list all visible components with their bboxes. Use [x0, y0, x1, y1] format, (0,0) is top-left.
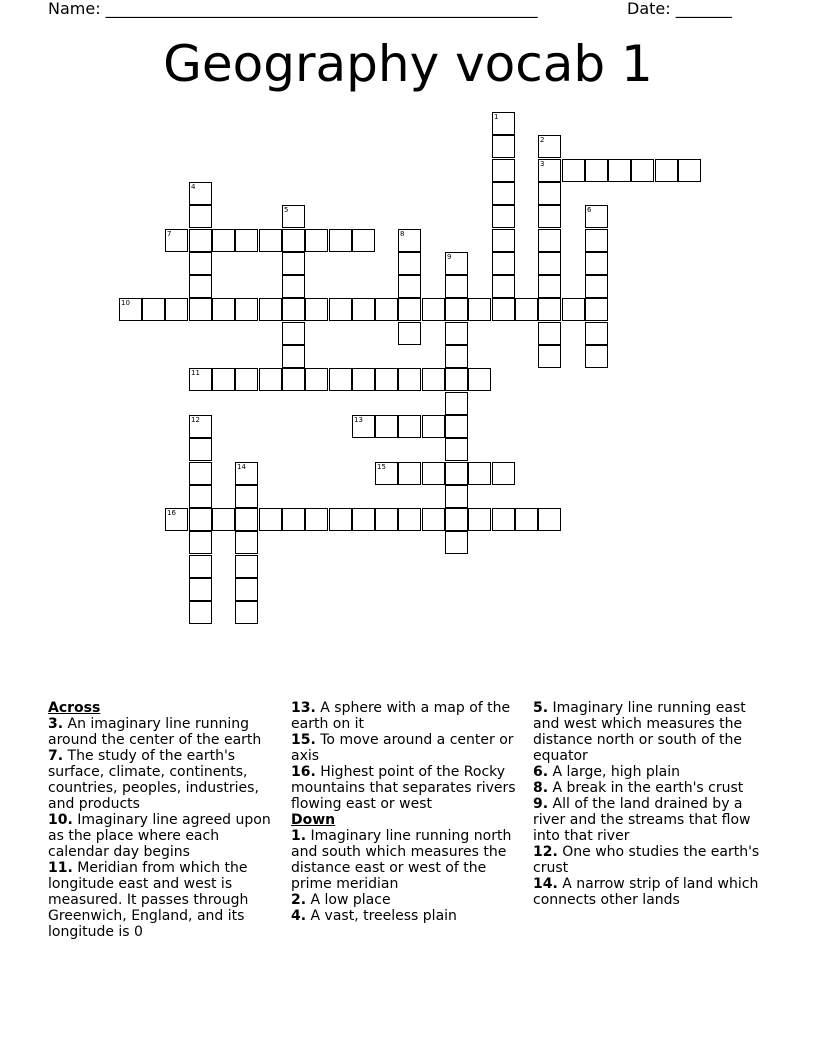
- grid-cell[interactable]: [282, 508, 305, 531]
- clue-text: A break in the earth's crust: [548, 780, 744, 796]
- clue-text: To move around a center or axis: [291, 732, 514, 764]
- clue-number-label: 3.: [48, 716, 64, 732]
- grid-cell[interactable]: [515, 508, 538, 531]
- grid-cell[interactable]: [259, 508, 282, 531]
- page-title: Geography vocab 1: [163, 35, 653, 93]
- grid-cell[interactable]: [259, 368, 282, 391]
- clue-text: One who studies the earth's crust: [533, 844, 760, 876]
- grid-cell[interactable]: [492, 229, 515, 252]
- clue-number: 7: [167, 230, 172, 238]
- grid-cell[interactable]: [375, 368, 398, 391]
- grid-cell[interactable]: [492, 462, 515, 485]
- grid-cell[interactable]: [538, 229, 561, 252]
- clue-number-label: 12.: [533, 844, 558, 860]
- grid-cell[interactable]: [165, 508, 188, 531]
- clue-number: 3: [540, 160, 545, 168]
- grid-cell[interactable]: [538, 508, 561, 531]
- clue-number: 16: [167, 509, 176, 517]
- grid-cell[interactable]: [562, 298, 585, 321]
- clue-number: 2: [540, 136, 545, 144]
- grid-cell[interactable]: [235, 229, 258, 252]
- grid-cell[interactable]: [538, 182, 561, 205]
- grid-cell[interactable]: [189, 531, 212, 554]
- grid-cell[interactable]: [282, 368, 305, 391]
- clue-section-heading: Down: [291, 812, 336, 828]
- grid-cell[interactable]: [515, 298, 538, 321]
- clue-number: 14: [237, 463, 246, 471]
- grid-cell[interactable]: [538, 275, 561, 298]
- clue-number: 10: [121, 299, 130, 307]
- clue-number-label: 13.: [291, 700, 316, 716]
- grid-cell[interactable]: [468, 298, 491, 321]
- clue-number-label: 15.: [291, 732, 316, 748]
- clue-item: [291, 700, 527, 732]
- grid-cell[interactable]: [329, 229, 352, 252]
- grid-cell[interactable]: [189, 555, 212, 578]
- grid-cell[interactable]: [398, 252, 421, 275]
- grid-cell[interactable]: [678, 159, 701, 182]
- clue-text: Highest point of the Rocky mountains that separates rivers flowing east or west: [291, 764, 516, 812]
- grid-cell[interactable]: [538, 298, 561, 321]
- clue-text: An imaginary line running around the center of the earth: [48, 716, 262, 748]
- grid-cell[interactable]: [329, 508, 352, 531]
- clue-item: [291, 908, 527, 924]
- grid-cell[interactable]: [492, 298, 515, 321]
- clue-text: Imaginary line running north and south which measures the distance east or west of the prime meridian: [291, 828, 512, 892]
- clue-number: 11: [191, 369, 200, 377]
- clue-number-label: 7.: [48, 748, 64, 764]
- grid-cell[interactable]: [189, 601, 212, 624]
- clue-number-label: 6.: [533, 764, 549, 780]
- grid-cell[interactable]: [538, 135, 561, 158]
- clue-number-label: 4.: [291, 908, 307, 924]
- grid-cell[interactable]: [189, 508, 212, 531]
- grid-cell[interactable]: [422, 415, 445, 438]
- grid-cell[interactable]: [189, 578, 212, 601]
- clue-number-label: 8.: [533, 780, 549, 796]
- grid-cell[interactable]: [445, 415, 468, 438]
- grid-cell[interactable]: [352, 298, 375, 321]
- clue-item: [291, 892, 527, 908]
- grid-cell[interactable]: [445, 485, 468, 508]
- grid-cell[interactable]: [142, 298, 165, 321]
- grid-cell[interactable]: [305, 229, 328, 252]
- grid-cell[interactable]: [212, 229, 235, 252]
- grid-cell[interactable]: [398, 298, 421, 321]
- grid-cell[interactable]: [538, 345, 561, 368]
- grid-cell[interactable]: [329, 368, 352, 391]
- grid-cell[interactable]: [398, 322, 421, 345]
- grid-cell[interactable]: [585, 275, 608, 298]
- clue-section-heading: Across: [48, 700, 101, 716]
- date-field-label[interactable]: Date: _______: [627, 0, 732, 18]
- clue-number-label: 14.: [533, 876, 558, 892]
- grid-cell[interactable]: [305, 298, 328, 321]
- grid-cell[interactable]: [235, 601, 258, 624]
- grid-cell[interactable]: [259, 229, 282, 252]
- clue-item: [533, 780, 769, 796]
- clue-number-label: 2.: [291, 892, 307, 908]
- clue-item: [533, 844, 769, 876]
- grid-cell[interactable]: [282, 275, 305, 298]
- clue-number: 9: [447, 253, 452, 261]
- grid-cell[interactable]: [585, 322, 608, 345]
- grid-cell[interactable]: [468, 462, 491, 485]
- grid-cell[interactable]: [631, 159, 654, 182]
- clue-item: [533, 764, 769, 780]
- grid-cell[interactable]: [445, 392, 468, 415]
- clue-number: 4: [191, 183, 196, 191]
- grid-cell[interactable]: [282, 205, 305, 228]
- grid-cell[interactable]: [492, 135, 515, 158]
- grid-cell[interactable]: [189, 182, 212, 205]
- grid-cell[interactable]: [655, 159, 678, 182]
- grid-cell[interactable]: [352, 368, 375, 391]
- grid-cell[interactable]: [282, 252, 305, 275]
- grid-cell[interactable]: [468, 368, 491, 391]
- clue-text: Imaginary line agreed upon as the place where each calendar day begins: [48, 812, 271, 860]
- grid-cell[interactable]: [212, 368, 235, 391]
- grid-cell[interactable]: [398, 275, 421, 298]
- grid-cell[interactable]: [398, 368, 421, 391]
- grid-cell[interactable]: [445, 298, 468, 321]
- clue-text: A large, high plain: [548, 764, 681, 780]
- grid-cell[interactable]: [212, 298, 235, 321]
- grid-cell[interactable]: [119, 298, 142, 321]
- grid-cell[interactable]: [259, 298, 282, 321]
- grid-cell[interactable]: [585, 205, 608, 228]
- clues-column-2: [291, 700, 527, 924]
- grid-cell[interactable]: [305, 508, 328, 531]
- grid-cell[interactable]: [585, 298, 608, 321]
- clue-item: [291, 764, 527, 812]
- grid-cell[interactable]: [445, 531, 468, 554]
- grid-cell[interactable]: [189, 462, 212, 485]
- grid-cell[interactable]: [398, 415, 421, 438]
- clue-number-label: 11.: [48, 860, 73, 876]
- grid-cell[interactable]: [398, 462, 421, 485]
- grid-cell[interactable]: [585, 229, 608, 252]
- grid-cell[interactable]: [445, 438, 468, 461]
- grid-cell[interactable]: [235, 578, 258, 601]
- grid-cell[interactable]: [422, 508, 445, 531]
- clue-text: A narrow strip of land which connects other lands: [533, 876, 759, 908]
- grid-cell[interactable]: [235, 508, 258, 531]
- grid-cell[interactable]: [282, 322, 305, 345]
- grid-cell[interactable]: [492, 508, 515, 531]
- grid-cell[interactable]: [585, 345, 608, 368]
- grid-cell[interactable]: [492, 205, 515, 228]
- grid-cell[interactable]: [492, 252, 515, 275]
- grid-cell[interactable]: [189, 298, 212, 321]
- clue-text: Meridian from which the longitude east and west is measured. It passes through Greenwich, England, and its longitude is 0: [48, 860, 249, 940]
- clue-number: 1: [494, 113, 499, 121]
- clue-number-label: 10.: [48, 812, 73, 828]
- grid-cell[interactable]: [235, 555, 258, 578]
- grid-cell[interactable]: [422, 298, 445, 321]
- grid-cell[interactable]: [538, 205, 561, 228]
- clue-text: A sphere with a map of the earth on it: [291, 700, 511, 732]
- clue-item: [533, 796, 769, 844]
- grid-cell[interactable]: [492, 182, 515, 205]
- clue-number: 8: [400, 230, 405, 238]
- grid-cell[interactable]: [375, 415, 398, 438]
- grid-cell[interactable]: [189, 205, 212, 228]
- grid-cell[interactable]: [375, 508, 398, 531]
- clue-text: A low place: [306, 892, 391, 908]
- clue-number-label: 1.: [291, 828, 307, 844]
- grid-cell[interactable]: [235, 462, 258, 485]
- grid-cell[interactable]: [538, 252, 561, 275]
- grid-cell[interactable]: [212, 508, 235, 531]
- grid-cell[interactable]: [492, 112, 515, 135]
- grid-cell[interactable]: [538, 159, 561, 182]
- grid-cell[interactable]: [189, 438, 212, 461]
- clue-number: 13: [354, 416, 363, 424]
- clue-item: [291, 828, 527, 892]
- grid-cell[interactable]: [189, 229, 212, 252]
- clue-item: [291, 732, 527, 764]
- clue-text: All of the land drained by a river and the streams that flow into that river: [533, 796, 751, 844]
- grid-cell[interactable]: [235, 485, 258, 508]
- grid-cell[interactable]: [585, 252, 608, 275]
- grid-cell[interactable]: [235, 298, 258, 321]
- clues-column-1: [48, 700, 284, 940]
- grid-cell[interactable]: [445, 252, 468, 275]
- grid-cell[interactable]: [562, 159, 585, 182]
- grid-cell[interactable]: [282, 345, 305, 368]
- grid-cell[interactable]: [445, 322, 468, 345]
- grid-cell[interactable]: [165, 298, 188, 321]
- grid-cell[interactable]: [235, 531, 258, 554]
- grid-cell[interactable]: [375, 298, 398, 321]
- grid-cell[interactable]: [398, 508, 421, 531]
- grid-cell[interactable]: [585, 159, 608, 182]
- clue-number: 12: [191, 416, 200, 424]
- clue-item: [533, 876, 769, 908]
- name-field-label[interactable]: Name: ______________________________________________________: [48, 0, 538, 18]
- clue-text: A vast, treeless plain: [306, 908, 457, 924]
- grid-cell[interactable]: [352, 229, 375, 252]
- grid-cell[interactable]: [352, 508, 375, 531]
- clue-item: [48, 812, 284, 860]
- clue-item: [48, 860, 284, 940]
- grid-cell[interactable]: [282, 229, 305, 252]
- grid-cell[interactable]: [398, 229, 421, 252]
- grid-cell[interactable]: [608, 159, 631, 182]
- grid-cell[interactable]: [422, 368, 445, 391]
- clue-number: 6: [587, 206, 592, 214]
- grid-cell[interactable]: [235, 368, 258, 391]
- clue-number: 15: [377, 463, 386, 471]
- grid-cell[interactable]: [445, 462, 468, 485]
- grid-cell[interactable]: [189, 252, 212, 275]
- clue-item: [533, 700, 769, 764]
- grid-cell[interactable]: [189, 415, 212, 438]
- grid-cell[interactable]: [422, 462, 445, 485]
- clue-text: Imaginary line running east and west which measures the distance north or south of the equator: [533, 700, 746, 764]
- grid-cell[interactable]: [352, 415, 375, 438]
- clues-column-3: [533, 700, 769, 908]
- grid-cell[interactable]: [445, 368, 468, 391]
- grid-cell[interactable]: [282, 298, 305, 321]
- grid-cell[interactable]: [189, 485, 212, 508]
- grid-cell[interactable]: [445, 345, 468, 368]
- grid-cell[interactable]: [189, 275, 212, 298]
- clue-item: [48, 716, 284, 748]
- grid-cell[interactable]: [329, 298, 352, 321]
- grid-cell[interactable]: [165, 229, 188, 252]
- grid-cell[interactable]: [492, 275, 515, 298]
- clue-item: [48, 748, 284, 812]
- grid-cell[interactable]: [468, 508, 491, 531]
- clue-text: The study of the earth's surface, climate, continents, countries, peoples, industries, and products: [48, 748, 259, 812]
- grid-cell[interactable]: [375, 462, 398, 485]
- grid-cell[interactable]: [445, 275, 468, 298]
- grid-cell[interactable]: [189, 368, 212, 391]
- clue-number-label: 9.: [533, 796, 549, 812]
- grid-cell[interactable]: [445, 508, 468, 531]
- grid-cell[interactable]: [305, 368, 328, 391]
- grid-cell[interactable]: [492, 159, 515, 182]
- clue-number-label: 5.: [533, 700, 549, 716]
- clue-number: 5: [284, 206, 289, 214]
- clue-number-label: 16.: [291, 764, 316, 780]
- grid-cell[interactable]: [538, 322, 561, 345]
